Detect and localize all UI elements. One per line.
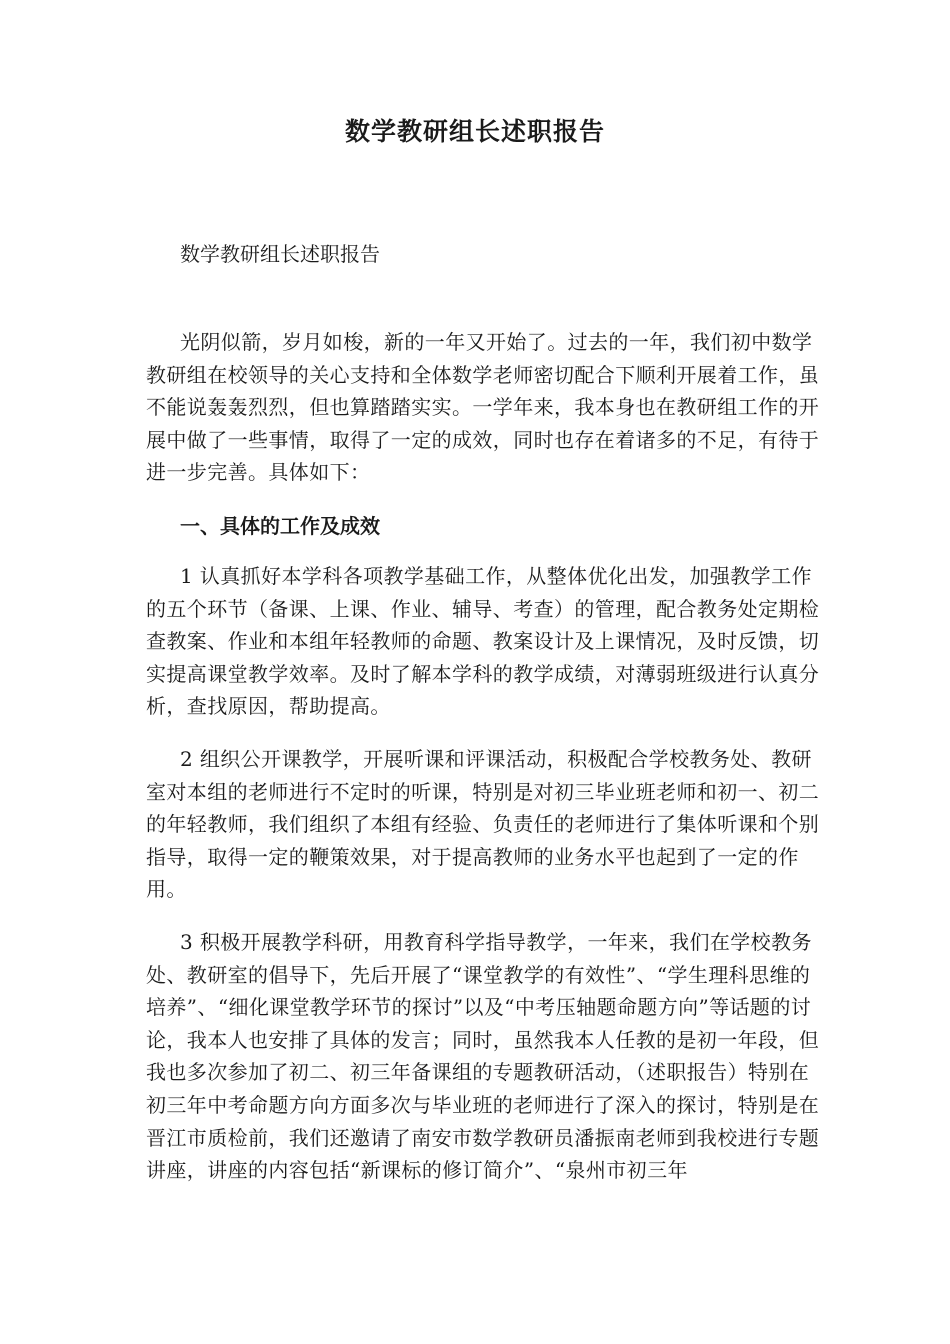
item-3-paragraph xyxy=(146,926,826,1187)
item-2-paragraph xyxy=(146,743,826,906)
item-3-text: 3 积极开展教学科研，用教育科学指导教学，一年来，我们在学校教务处、教研室的倡导下，先后开展了“课堂教学的有效性”、“学生理科思维的培养”、“细化课堂教学环节的探讨”以及“中考压轴题命题方向”等话题的讨论，我本人也安排了具体的发言；同时，虽然我本人任教的是初一年段，但我也多次参加了初二、初三年备课组的专题教研活动，（述职报告）特别在初三年中考命题方向方面多次与毕业班的老师进行了深入的探讨，特别是在晋江市质检前，我们还邀请了南安市数学教研员潘振南老师到我校进行专题讲座，讲座的内容包括“新课标的修订简介”、“泉州市初三年 xyxy=(146,930,820,1183)
intro-paragraph xyxy=(146,326,826,489)
document-subtitle: 数学教研组长述职报告 xyxy=(180,242,380,266)
section-heading xyxy=(146,510,826,542)
item-1-text: 1 认真抓好本学科各项教学基础工作，从整体优化出发，加强教学工作的五个环节（备课、上课、作业、辅导、考查）的管理，配合教务处定期检查教案、作业和本组年轻教师的命题、教案设计及上课情况，及时反馈，切实提高课堂教学效率。及时了解本学科的教学成绩，对薄弱班级进行认真分析，查找原因，帮助提高。 xyxy=(146,564,820,719)
document-title: 数学教研组长述职报告 xyxy=(344,117,605,146)
item-1-paragraph xyxy=(146,560,826,723)
section-1-heading: 一、具体的工作及成效 xyxy=(180,514,380,538)
item-2-text: 2 组织公开课教学，开展听课和评课活动，积极配合学校教务处、教研室对本组的老师进行不定时的听课，特别是对初三毕业班老师和初一、初二的年轻教师，我们组织了本组有经验、负责任的老师进行了集体听课和个别指导，取得一定的鞭策效果，对于提高教师的业务水平也起到了一定的作用。 xyxy=(146,747,820,902)
intro-text: 光阴似箭，岁月如梭，新的一年又开始了。过去的一年，我们初中数学教研组在校领导的关心支持和全体数学老师密切配合下顺利开展着工作，虽不能说轰轰烈烈，但也算踏踏实实。一学年来，我本身也在教研组工作的开展中做了一些事情，取得了一定的成效，同时也存在着诸多的不足，有待于进一步完善。具体如下： xyxy=(146,330,820,485)
